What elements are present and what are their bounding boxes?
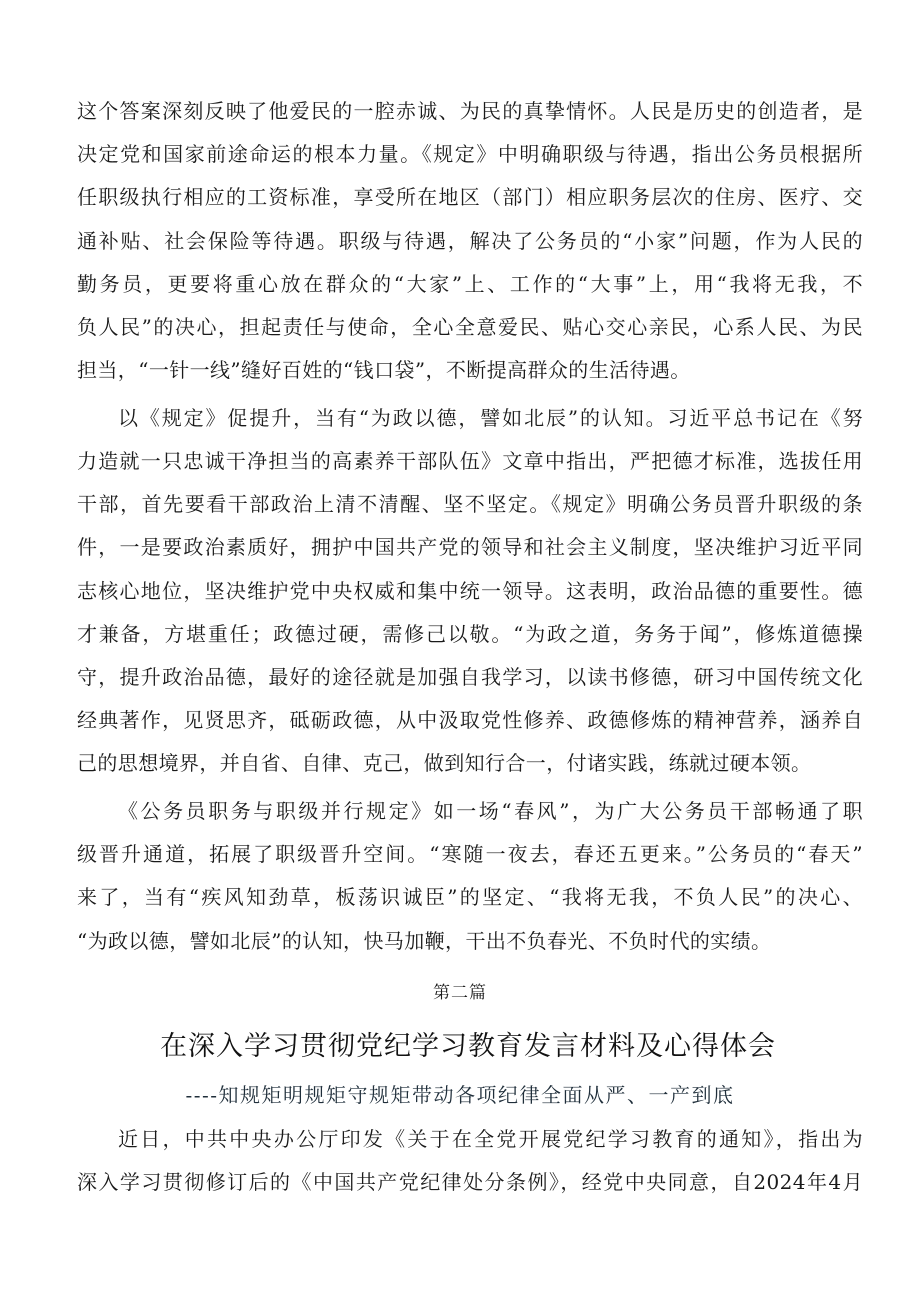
section-label: 第二篇 (433, 983, 487, 1003)
text-line: 《公务员职务与职级并行规定》如一场“春风”，为广大公务员干部畅通了职 (118, 799, 863, 823)
text-line: 经典著作，见贤思齐，砥砺政德，从中汲取党性修养、政德修炼的精神营养，涵养自 (77, 708, 863, 732)
text-line: 守，提升政治品德，最好的途径就是加强自我学习，以读书修德，研习中国传统文化 (77, 665, 863, 689)
text-line: 通补贴、社会保险等待遇。职级与待遇，解决了公务员的“小家”问题，作为人民的 (77, 229, 863, 253)
text-line: 深入学习贯彻修订后的《中国共产党纪律处分条例》，经党中央同意，自2024年4月 (77, 1170, 863, 1194)
text-line: 勤务员，更要将重心放在群众的“大家”上、工作的“大事”上，用“我将无我，不 (77, 272, 863, 296)
text-line: 己的思想境界，并自省、自律、克己，做到知行合一，付诸实践，练就过硬本领。 (77, 751, 812, 775)
text-line: “为政以德，譬如北辰”的认知，快马加鞭，干出不负春光、不负时代的实绩。 (77, 929, 772, 953)
text-line: 决定党和国家前途命运的根本力量。《规定》中明确职级与待遇，指出公务员根据所 (77, 142, 863, 166)
text-line: 才兼备，方堪重任；政德过硬，需修己以敬。“为政之道，务务于闻”，修炼道德操 (77, 622, 863, 646)
text-line: 来了，当有“疾风知劲草，板荡识诚臣”的坚定、“我将无我，不负人民”的决心、 (77, 885, 863, 909)
text-line: 干部，首先要看干部政治上清不清醒、坚不坚定。《规定》明确公务员晋升职级的条 (77, 492, 863, 516)
text-line: 近日，中共中央办公厅印发《关于在全党开展党纪学习教育的通知》，指出为 (118, 1127, 863, 1151)
text-line: 级晋升通道，拓展了职级晋升空间。“寒随一夜去，春还五更来。”公务员的“春天” (77, 842, 863, 866)
text-line: 担当，“一针一线”缝好百姓的“钱口袋”，不断提高群众的生活待遇。 (77, 358, 691, 382)
text-line: 以《规定》促提升，当有“为政以德，譬如北辰”的认知。习近平总书记在《努 (118, 406, 863, 430)
text-line: 志核心地位，坚决维护党中央权威和集中统一领导。这表明，政治品德的重要性。德 (77, 579, 863, 603)
text-line: 任职级执行相应的工资标准，享受所在地区（部门）相应职务层次的住房、医疗、交 (77, 185, 863, 209)
text-line: 这个答案深刻反映了他爱民的一腔赤诚、为民的真挚情怀。人民是历史的创造者，是 (77, 99, 863, 123)
text-line: 力造就一只忠诚干净担当的高素养干部队伍》文章中指出，严把德才标准，选拔任用 (77, 449, 863, 473)
document-subtitle: ----知规矩明规矩守规矩带动各项纪律全面从严、一产到底 (185, 1083, 735, 1107)
text-line: 件，一是要政治素质好，拥护中国共产党的领导和社会主义制度，坚决维护习近平同 (77, 535, 863, 559)
text-line: 负人民”的决心，担起责任与使命，全心全意爱民、贴心交心亲民，心系人民、为民 (77, 315, 863, 339)
document-title: 在深入学习贯彻党纪学习教育发言材料及心得体会 (160, 1031, 776, 1062)
